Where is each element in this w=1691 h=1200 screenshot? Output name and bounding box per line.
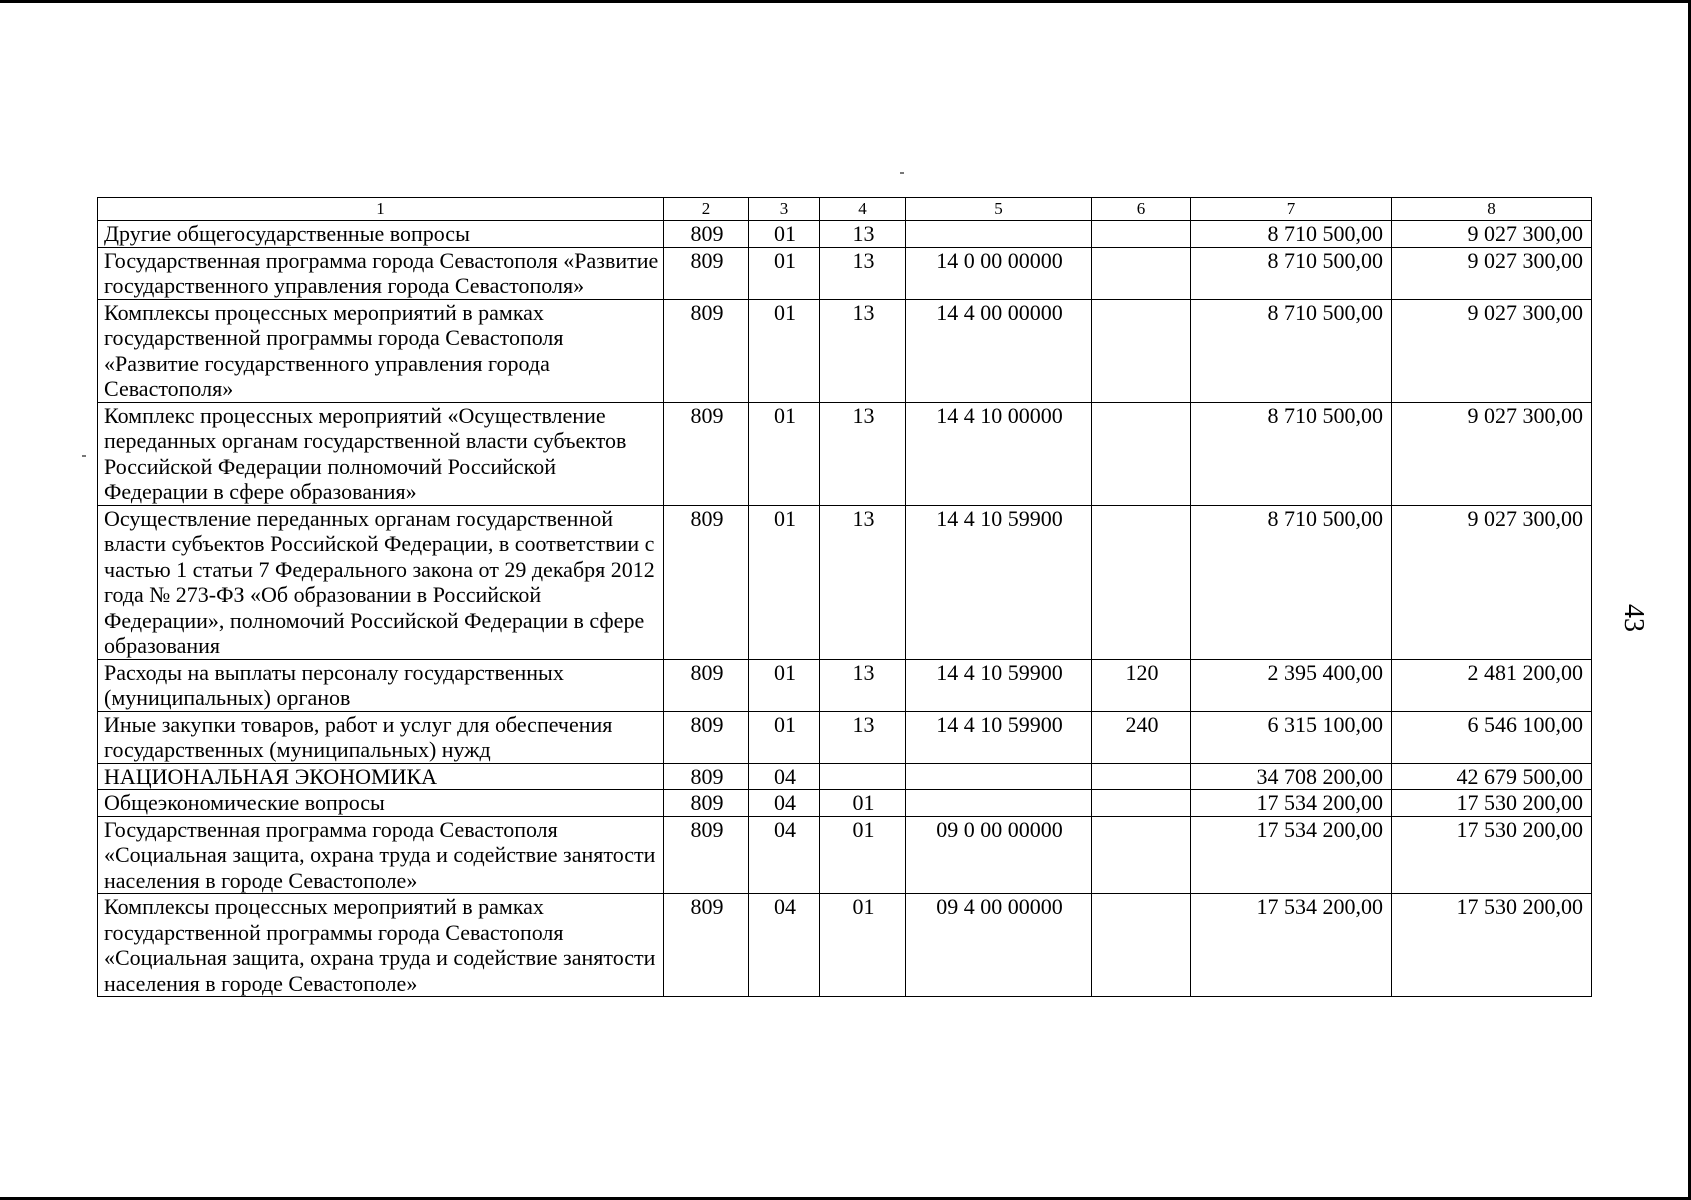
column-header: 7 <box>1191 198 1392 221</box>
amount-year-2: 9 027 300,00 <box>1392 505 1592 659</box>
row-name: Комплексы процессных мероприятий в рамках государственной программы города Севастополя «Развитие государственного управления города Севастополя» <box>98 299 664 402</box>
ministry-code: 809 <box>664 247 749 299</box>
expense-type <box>1092 816 1191 894</box>
budget-table <box>97 197 1592 997</box>
column-header: 5 <box>906 198 1092 221</box>
section-code: 04 <box>749 790 820 817</box>
column-header: 3 <box>749 198 820 221</box>
subsection-code: 13 <box>820 221 906 248</box>
table-row <box>98 402 1592 505</box>
amount-year-2: 6 546 100,00 <box>1392 711 1592 763</box>
row-name: Комплекс процессных мероприятий «Осуществление переданных органам государственной власти субъектов Российской Федерации полномочий Российской Федерации в сфере образования» <box>98 402 664 505</box>
column-header: 1 <box>98 198 664 221</box>
ministry-code: 809 <box>664 790 749 817</box>
target-article <box>906 221 1092 248</box>
expense-type <box>1092 402 1191 505</box>
subsection-code: 13 <box>820 299 906 402</box>
subsection-code: 01 <box>820 816 906 894</box>
amount-year-1: 8 710 500,00 <box>1191 221 1392 248</box>
ministry-code: 809 <box>664 402 749 505</box>
row-name: Осуществление переданных органам государственной власти субъектов Российской Федерации, в соответствии с частью 1 статьи 7 Федерального закона от 29 декабря 2012 года № 273-ФЗ «Об образовании в Российской Федерации», полномочий Российской Федерации в сфере образования <box>98 505 664 659</box>
target-article <box>906 790 1092 817</box>
amount-year-1: 34 708 200,00 <box>1191 763 1392 790</box>
section-code: 01 <box>749 659 820 711</box>
ministry-code: 809 <box>664 505 749 659</box>
amount-year-1: 17 534 200,00 <box>1191 790 1392 817</box>
section-code: 04 <box>749 816 820 894</box>
target-article: 09 0 00 00000 <box>906 816 1092 894</box>
target-article: 14 4 10 59900 <box>906 711 1092 763</box>
table-row <box>98 247 1592 299</box>
table-row <box>98 711 1592 763</box>
subsection-code: 13 <box>820 505 906 659</box>
header-row <box>98 198 1592 221</box>
subsection-code: 13 <box>820 711 906 763</box>
table-row <box>98 894 1592 997</box>
column-header: 2 <box>664 198 749 221</box>
section-code: 01 <box>749 505 820 659</box>
table-row <box>98 763 1592 790</box>
amount-year-2: 9 027 300,00 <box>1392 221 1592 248</box>
section-code: 04 <box>749 894 820 997</box>
expense-type <box>1092 505 1191 659</box>
table-row <box>98 221 1592 248</box>
amount-year-1: 17 534 200,00 <box>1191 816 1392 894</box>
section-code: 01 <box>749 299 820 402</box>
amount-year-2: 9 027 300,00 <box>1392 402 1592 505</box>
ministry-code: 809 <box>664 816 749 894</box>
column-header: 8 <box>1392 198 1592 221</box>
amount-year-1: 8 710 500,00 <box>1191 402 1392 505</box>
expense-type <box>1092 790 1191 817</box>
section-code: 01 <box>749 402 820 505</box>
row-name: Государственная программа города Севастополя «Социальная защита, охрана труда и содействие занятости населения в городе Севастополе» <box>98 816 664 894</box>
scan-speck <box>900 172 904 174</box>
subsection-code: 13 <box>820 402 906 505</box>
row-name: Государственная программа города Севастополя «Развитие государственного управления города Севастополя» <box>98 247 664 299</box>
amount-year-2: 17 530 200,00 <box>1392 894 1592 997</box>
amount-year-2: 9 027 300,00 <box>1392 299 1592 402</box>
subsection-code: 13 <box>820 247 906 299</box>
table-row <box>98 816 1592 894</box>
ministry-code: 809 <box>664 894 749 997</box>
amount-year-1: 8 710 500,00 <box>1191 299 1392 402</box>
subsection-code: 01 <box>820 894 906 997</box>
row-name: Другие общегосударственные вопросы <box>98 221 664 248</box>
amount-year-2: 9 027 300,00 <box>1392 247 1592 299</box>
target-article: 14 0 00 00000 <box>906 247 1092 299</box>
section-code: 01 <box>749 711 820 763</box>
row-name: Иные закупки товаров, работ и услуг для обеспечения государственных (муниципальных) нужд <box>98 711 664 763</box>
ministry-code: 809 <box>664 221 749 248</box>
row-name: НАЦИОНАЛЬНАЯ ЭКОНОМИКА <box>98 763 664 790</box>
page-number: 43 <box>1618 604 1649 632</box>
amount-year-1: 6 315 100,00 <box>1191 711 1392 763</box>
subsection-code: 01 <box>820 790 906 817</box>
section-code: 04 <box>749 763 820 790</box>
target-article: 09 4 00 00000 <box>906 894 1092 997</box>
expense-type <box>1092 221 1191 248</box>
amount-year-2: 17 530 200,00 <box>1392 816 1592 894</box>
row-name: Общеэкономические вопросы <box>98 790 664 817</box>
subsection-code: 13 <box>820 659 906 711</box>
ministry-code: 809 <box>664 763 749 790</box>
scan-speck <box>82 455 86 457</box>
table-row <box>98 505 1592 659</box>
ministry-code: 809 <box>664 299 749 402</box>
subsection-code <box>820 763 906 790</box>
amount-year-1: 8 710 500,00 <box>1191 505 1392 659</box>
row-name: Комплексы процессных мероприятий в рамках государственной программы города Севастополя «Социальная защита, охрана труда и содействие занятости населения в городе Севастополе» <box>98 894 664 997</box>
expense-type <box>1092 247 1191 299</box>
section-code: 01 <box>749 221 820 248</box>
amount-year-1: 2 395 400,00 <box>1191 659 1392 711</box>
ministry-code: 809 <box>664 659 749 711</box>
target-article: 14 4 10 00000 <box>906 402 1092 505</box>
expense-type: 240 <box>1092 711 1191 763</box>
expense-type <box>1092 763 1191 790</box>
column-header: 6 <box>1092 198 1191 221</box>
amount-year-1: 17 534 200,00 <box>1191 894 1392 997</box>
table-row <box>98 299 1592 402</box>
target-article: 14 4 00 00000 <box>906 299 1092 402</box>
row-name: Расходы на выплаты персоналу государственных (муниципальных) органов <box>98 659 664 711</box>
amount-year-2: 42 679 500,00 <box>1392 763 1592 790</box>
amount-year-2: 17 530 200,00 <box>1392 790 1592 817</box>
column-header: 4 <box>820 198 906 221</box>
section-code: 01 <box>749 247 820 299</box>
target-article: 14 4 10 59900 <box>906 505 1092 659</box>
amount-year-1: 8 710 500,00 <box>1191 247 1392 299</box>
target-article: 14 4 10 59900 <box>906 659 1092 711</box>
expense-type <box>1092 894 1191 997</box>
ministry-code: 809 <box>664 711 749 763</box>
table-row <box>98 790 1592 817</box>
table-row <box>98 659 1592 711</box>
expense-type <box>1092 299 1191 402</box>
expense-type: 120 <box>1092 659 1191 711</box>
target-article <box>906 763 1092 790</box>
amount-year-2: 2 481 200,00 <box>1392 659 1592 711</box>
